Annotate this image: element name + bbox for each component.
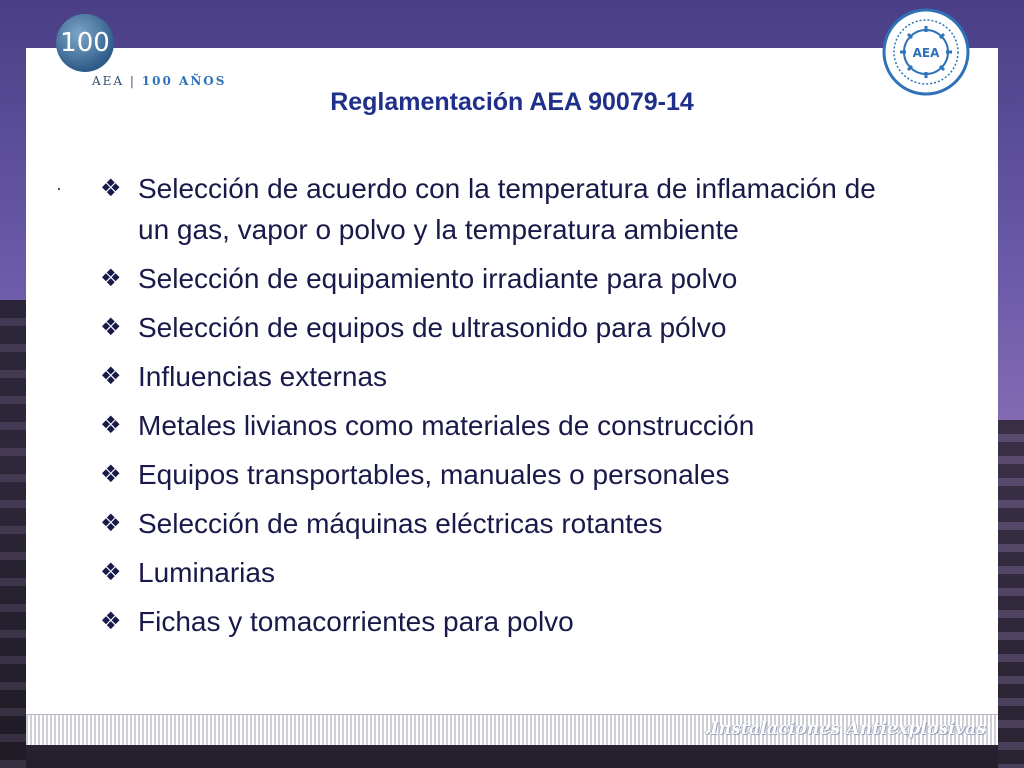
list-item bbox=[100, 601, 900, 642]
diamond-bullet-icon: ❖ bbox=[100, 411, 122, 439]
background-structure-right bbox=[998, 420, 1024, 768]
list-item bbox=[100, 356, 900, 397]
footer-title: .Instalaciones Antiexplosivas bbox=[704, 719, 986, 739]
list-item-text: Influencias externas bbox=[138, 361, 388, 392]
diamond-bullet-icon: ❖ bbox=[100, 509, 122, 537]
diamond-bullet-icon: ❖ bbox=[100, 558, 122, 586]
list-item-text: Metales livianos como materiales de construcción bbox=[138, 410, 755, 441]
aea-seal-logo bbox=[882, 8, 970, 96]
bullet-list bbox=[100, 168, 900, 650]
list-item bbox=[100, 168, 900, 250]
logo-caption-years: 100 AÑOS bbox=[141, 74, 227, 88]
background-structure-left bbox=[0, 300, 26, 768]
list-item-text: Equipos transportables, manuales o personales bbox=[138, 459, 730, 490]
aea-100-logo bbox=[56, 14, 120, 78]
diamond-bullet-icon: ❖ bbox=[100, 174, 122, 202]
list-item bbox=[100, 552, 900, 593]
slide-title: Reglamentación AEA 90079-14 bbox=[330, 88, 694, 116]
list-item bbox=[100, 454, 900, 495]
diamond-bullet-icon: ❖ bbox=[100, 313, 122, 341]
diamond-bullet-icon: ❖ bbox=[100, 460, 122, 488]
list-item-text: Selección de acuerdo con la temperatura de inflamación de un gas, vapor o polvo y la temperatura ambiente bbox=[138, 173, 876, 245]
list-item bbox=[100, 405, 900, 446]
list-item-text: Luminarias bbox=[138, 557, 275, 588]
diamond-bullet-icon: ❖ bbox=[100, 607, 122, 635]
logo-caption-org: AEA bbox=[92, 74, 125, 88]
list-item bbox=[100, 258, 900, 299]
list-item-text: Fichas y tomacorrientes para polvo bbox=[138, 606, 574, 637]
seal-center-text: AEA bbox=[912, 46, 940, 60]
logo-caption bbox=[92, 74, 226, 88]
list-item-text: Selección de equipamiento irradiante para polvo bbox=[138, 263, 738, 294]
list-item-text: Selección de máquinas eléctricas rotantes bbox=[138, 508, 663, 539]
list-item bbox=[100, 503, 900, 544]
list-item-text: Selección de equipos de ultrasonido para pólvo bbox=[138, 312, 727, 343]
logo-caption-separator: | bbox=[129, 74, 142, 88]
logo-badge: 100 bbox=[56, 14, 114, 72]
list-item bbox=[100, 307, 900, 348]
diamond-bullet-icon: ❖ bbox=[100, 362, 122, 390]
stray-mark: · bbox=[56, 178, 62, 198]
diamond-bullet-icon: ❖ bbox=[100, 264, 122, 292]
footer-bar bbox=[26, 714, 998, 745]
